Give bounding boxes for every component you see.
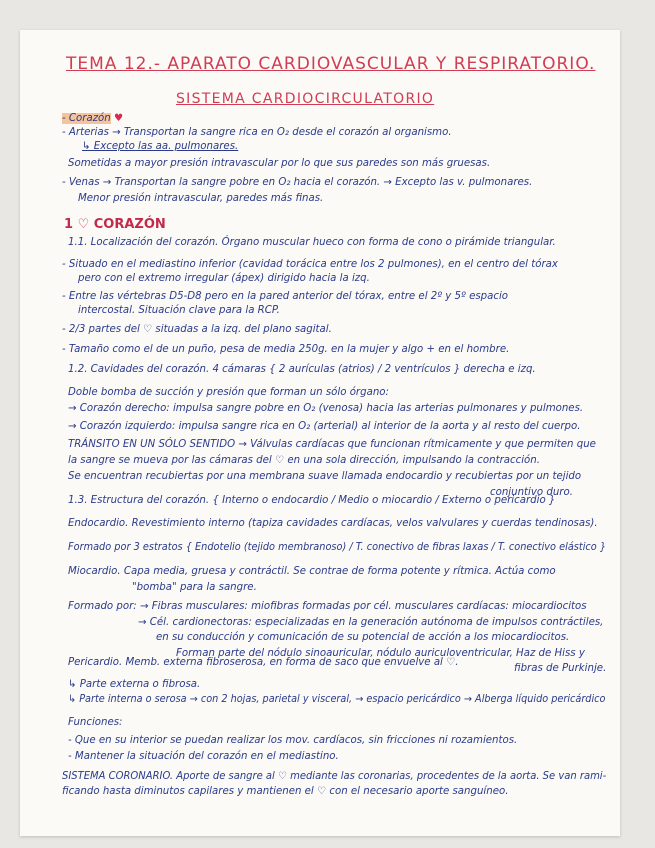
note-line: Doble bomba de succión y presión que forman un sólo órgano: <box>68 387 389 398</box>
section-heading: 1 ♡ CORAZÓN <box>64 217 166 232</box>
note-line: → Corazón derecho: impulsa sangre pobre en O₂ (venosa) hacia las arterias pulmonares y pulmones. <box>68 403 584 414</box>
note-line: 1.2. Cavidades del corazón. 4 cámaras { 2 aurículas (atrios) / 2 ventrículos } derecha e izq. <box>68 364 536 375</box>
note-line: ↳ Excepto las aa. pulmonares. <box>82 141 239 152</box>
note-line: 1.1. Localización del corazón. Órgano muscular hueco con forma de cono o pirámide triangular. <box>68 237 556 248</box>
note-line: Endocardio. Revestimiento interno (tapiza cavidades cardíacas, velos valvulares y cuerdas tendinosas). <box>68 518 598 529</box>
note-line: Formado por 3 estratos { Endotelio (tejido membranoso) / T. conectivo de fibras laxas / T. conectivo elástico } <box>68 542 607 553</box>
note-line: - 2/3 partes del ♡ situadas a la izq. del plano sagital. <box>62 324 332 335</box>
note-heart-item <box>62 114 123 124</box>
page-title: TEMA 12.- APARATO CARDIOVASCULAR Y RESPIRATORIO. <box>66 54 596 74</box>
note-line: intercostal. Situación clave para la RCP. <box>78 305 280 316</box>
note-line: pero con el extremo irregular (ápex) dirigido hacia la izq. <box>78 273 370 284</box>
note-line: Funciones: <box>68 717 123 728</box>
note-line: Forman parte del nódulo sinoauricular, nódulo auriculoventricular, Haz de Hiss y <box>176 648 585 659</box>
page-subtitle: SISTEMA CARDIOCIRCULATORIO <box>176 91 435 107</box>
note-line: Menor presión intravascular, paredes más finas. <box>78 193 324 204</box>
note-line: - Arterias → Transportan la sangre rica en O₂ desde el corazón al organismo. <box>62 127 452 138</box>
note-line: Pericardio. Memb. externa fibroserosa, en forma de saco que envuelve al ♡. <box>68 657 459 668</box>
heart-icon: ♥ <box>113 113 124 124</box>
notebook-page <box>20 30 620 836</box>
note-line: la sangre se mueva por las cámaras del ♡ en una sola dirección, impulsando la contracción. <box>68 455 540 466</box>
note-line: 1.3. Estructura del corazón. { Interno o endocardio / Medio o miocardio / Externo o pericardio } <box>68 495 556 506</box>
note-line: TRÁNSITO EN UN SÓLO SENTIDO → Válvulas cardíacas que funcionan rítmicamente y que permiten que <box>68 439 596 450</box>
note-line: ficando hasta diminutos capilares y mantienen el ♡ con el necesario aporte sanguíneo. <box>62 786 509 797</box>
note-line: "bomba" para la sangre. <box>132 582 257 593</box>
note-line: en su conducción y comunicación de su potencial de acción a los miocardiocitos. <box>156 632 570 643</box>
note-line: fibras de Purkinje. <box>514 663 607 674</box>
note-line: → Cél. cardionectoras: especializadas en la generación autónoma de impulsos contráctiles, <box>138 617 604 628</box>
note-line: ↳ Parte externa o fibrosa. <box>68 679 201 690</box>
note-line: - Mantener la situación del corazón en el mediastino. <box>68 751 339 762</box>
note-line: Miocardio. Capa media, gruesa y contráctil. Se contrae de forma potente y rítmica. Actúa como <box>68 566 556 577</box>
note-line: ↳ Parte interna o serosa → con 2 hojas, parietal y visceral, → espacio pericárdico → Alberga líquido pericárdico <box>68 694 606 705</box>
note-line: - Situado en el mediastino inferior (cavidad torácica entre los 2 pulmones), en el centro del tórax <box>62 259 558 270</box>
note-line: - Tamaño como el de un puño, pesa de media 250g. en la mujer y algo + en el hombre. <box>62 344 510 355</box>
note-line: Se encuentran recubiertas por una membrana suave llamada endocardio y recubiertas por un tejido <box>68 471 582 482</box>
note-line: conjuntivo duro. <box>490 487 573 498</box>
note-line: - Venas → Transportan la sangre pobre en O₂ hacia el corazón. → Excepto las v. pulmonares. <box>62 177 533 188</box>
note-line: Formado por: → Fibras musculares: miofibras formadas por cél. musculares cardíacas: miocardiocitos <box>68 601 587 612</box>
note-line: - Entre las vértebras D5-D8 pero en la pared anterior del tórax, entre el 2º y 5º espacio <box>62 291 509 302</box>
note-line: SISTEMA CORONARIO. Aporte de sangre al ♡ mediante las coronarias, procedentes de la aorta. Se van rami- <box>62 771 607 782</box>
note-line: - Que en su interior se puedan realizar los mov. cardíacos, sin fricciones ni rozamientos. <box>68 735 518 746</box>
note-line: - Corazón <box>62 113 111 124</box>
note-line: Sometidas a mayor presión intravascular por lo que sus paredes son más gruesas. <box>68 158 491 169</box>
note-line: → Corazón izquierdo: impulsa sangre rica en O₂ (arterial) al interior de la aorta y al resto del cuerpo. <box>68 421 581 432</box>
